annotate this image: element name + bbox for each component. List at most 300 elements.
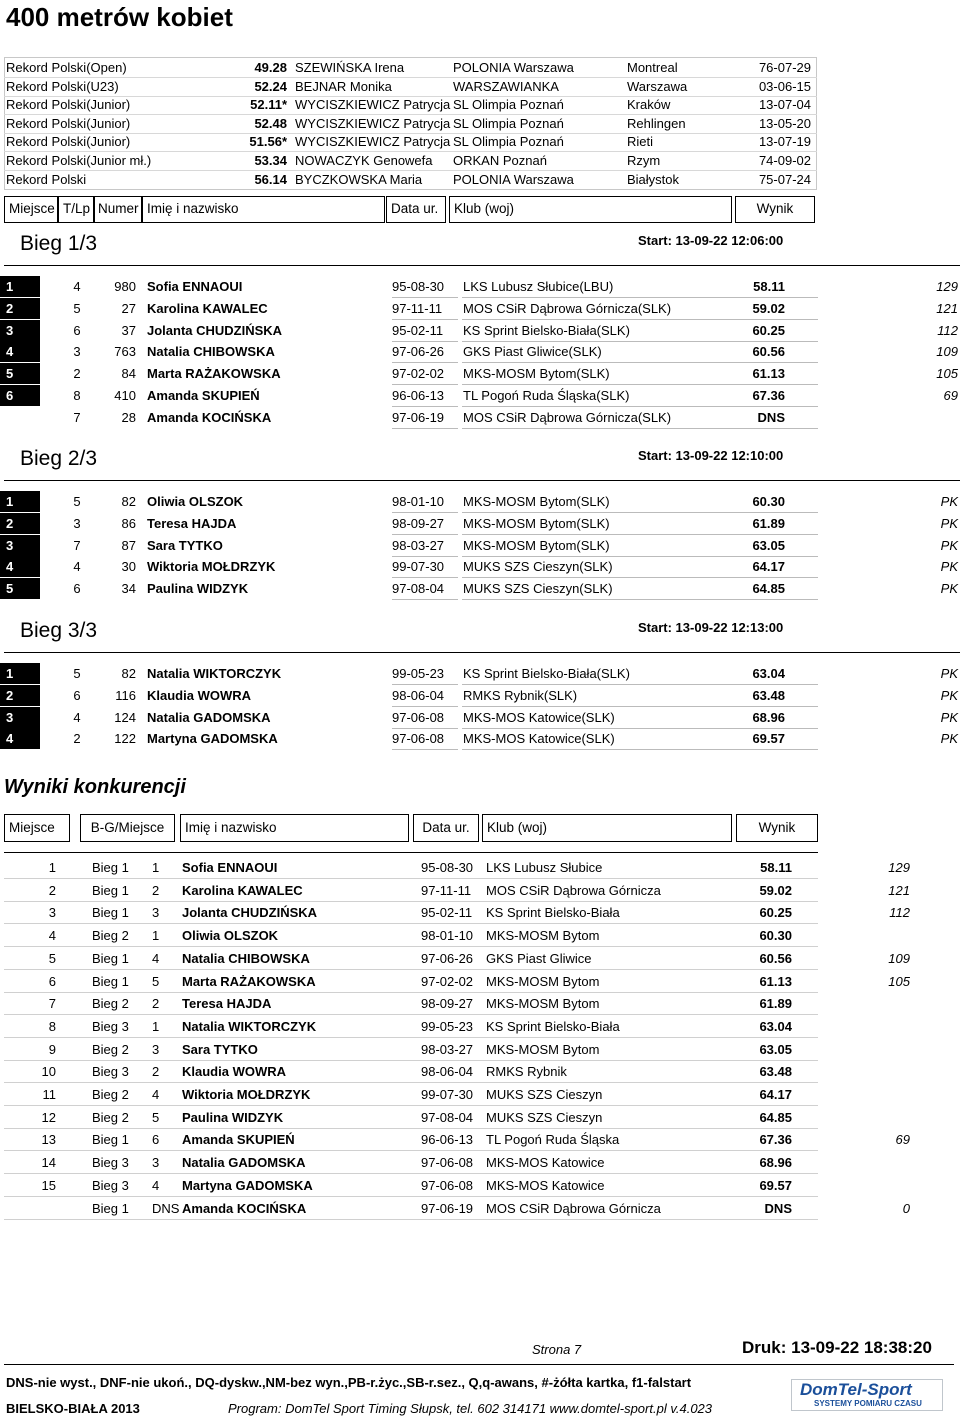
birth-date: 99-07-30: [421, 1087, 474, 1102]
record-holder: BYCZKOWSKA Maria: [295, 171, 423, 187]
club-name: KS Sprint Bielsko-Biała(SLK): [463, 322, 630, 338]
underline: [392, 599, 458, 600]
athlete-name: Sara TYTKO: [147, 537, 223, 553]
club-name: LKS Lubusz Słubice: [486, 860, 603, 875]
birth-date: 95-08-30: [421, 860, 474, 875]
birth-date: 99-05-23: [421, 1018, 474, 1034]
club-name: MUKS SZS Cieszyn: [486, 1109, 603, 1125]
record-date: 13-07-19: [758, 134, 811, 150]
header-result: Wynik: [735, 196, 815, 223]
summary-heat-place: 2: [152, 1064, 160, 1080]
result-row: [0, 491, 960, 513]
result-time: 60.30: [752, 494, 785, 509]
summary-heat: Bieg 1: [92, 905, 129, 921]
athlete-name: Wiktoria MOŁDRZYK: [182, 1087, 311, 1102]
birth-date: 99-07-30: [392, 559, 445, 575]
club-name: TL Pogoń Ruda Śląska(SLK): [463, 388, 630, 403]
summary-heat-place: 5: [152, 1109, 160, 1125]
result-place: 4: [0, 556, 40, 577]
result-time: 58.11: [760, 860, 792, 875]
record-club: ORKAN Poznań: [453, 153, 547, 168]
bib-number: 86: [121, 515, 136, 531]
summary-heat: Bieg 3: [92, 1018, 129, 1034]
record-row: [4, 59, 817, 78]
athlete-name: Sofia ENNAOUI: [182, 860, 278, 875]
result-time: 60.25: [759, 905, 792, 921]
record-place: Warszawa: [627, 78, 688, 94]
result-points: PK: [940, 581, 958, 597]
club-name: TL Pogoń Ruda Śląska: [486, 1132, 620, 1148]
result-row: [0, 320, 960, 342]
result-points: 112: [937, 322, 958, 338]
result-points: PK: [940, 515, 958, 531]
club-name: MKS-MOS Katowice(SLK): [463, 709, 615, 725]
result-points: PK: [940, 687, 958, 703]
record-club: SL Olimpia Poznań: [453, 115, 564, 131]
result-points: PK: [940, 494, 958, 509]
result-lane: 2: [73, 731, 81, 747]
summary-heat: Bieg 1: [92, 1200, 129, 1216]
birth-date: 98-06-04: [421, 1064, 474, 1080]
summary-heat-place: 5: [152, 973, 160, 989]
athlete-name: Teresa HAJDA: [182, 996, 272, 1012]
summary-row: [0, 857, 960, 879]
birth-date: 97-06-08: [421, 1177, 474, 1193]
club-name: MKS-MOSM Bytom(SLK): [463, 494, 610, 509]
summary-row: [0, 948, 960, 970]
sum-header-place: Miejsce: [4, 814, 70, 842]
summary-heat-place: 1: [152, 928, 160, 944]
club-name: MUKS SZS Cieszyn: [486, 1087, 603, 1102]
result-time: 61.13: [759, 973, 792, 989]
result-time: 68.96: [759, 1155, 792, 1171]
result-time: 60.30: [759, 928, 792, 944]
print-timestamp: Druk: 13-09-22 18:38:20: [742, 1338, 932, 1357]
result-place: 3: [0, 707, 40, 728]
summary-place: 7: [48, 996, 56, 1012]
birth-date: 95-02-11: [421, 905, 473, 921]
record-result: 56.14: [254, 171, 287, 187]
result-row: [0, 728, 960, 750]
athlete-name: Jolanta CHUDZIŃSKA: [182, 905, 318, 921]
birth-date: 96-06-13: [392, 388, 445, 403]
athlete-name: Paulina WIDZYK: [182, 1109, 284, 1125]
result-place: 1: [0, 276, 40, 297]
summary-heat: Bieg 2: [92, 928, 129, 944]
summary-row: [0, 902, 960, 924]
sum-header-dob: Data ur.: [413, 814, 479, 842]
sum-header-heat: B-G/Miejsce: [80, 814, 175, 842]
summary-place: 1: [48, 860, 56, 875]
result-row: [0, 707, 960, 729]
record-label: Rekord Polski(Junior): [6, 97, 131, 113]
result-time: 64.17: [759, 1087, 792, 1102]
club-name: LKS Lubusz Słubice(LBU): [463, 279, 614, 294]
result-points: PK: [940, 731, 958, 747]
result-lane: 2: [73, 366, 81, 382]
result-lane: 6: [73, 581, 81, 597]
record-result: 53.34: [254, 153, 287, 168]
athlete-name: Natalia WIKTORCZYK: [182, 1018, 317, 1034]
birth-date: 99-05-23: [392, 666, 445, 681]
summary-heat: Bieg 2: [92, 1087, 129, 1102]
summary-row: [0, 1061, 960, 1083]
birth-date: 95-02-11: [392, 322, 444, 338]
result-place: 1: [0, 491, 40, 512]
result-row: [0, 685, 960, 707]
summary-heat: Bieg 3: [92, 1155, 129, 1171]
underline: [462, 428, 818, 429]
summary-heat-place: 3: [152, 1155, 160, 1171]
sum-header-result: Wynik: [736, 814, 818, 842]
bib-number: 980: [114, 279, 136, 294]
summary-place: 14: [41, 1155, 56, 1171]
club-name: RMKS Rybnik: [486, 1064, 567, 1080]
athlete-name: Teresa HAJDA: [147, 515, 237, 531]
record-place: Rzym: [627, 153, 661, 168]
summary-place: 11: [42, 1087, 56, 1102]
result-time: 63.48: [759, 1064, 792, 1080]
footer-line: [4, 1364, 954, 1365]
record-label: Rekord Polski(Open): [6, 60, 127, 75]
summary-place: 10: [41, 1064, 56, 1080]
birth-date: 98-09-27: [421, 996, 474, 1012]
result-time: 59.02: [752, 300, 785, 316]
header-place: Miejsce: [4, 196, 58, 223]
result-lane: 5: [73, 666, 81, 681]
athlete-name: Oliwia OLSZOK: [182, 928, 279, 944]
result-time: 69.57: [759, 1177, 792, 1193]
result-place: 3: [0, 535, 40, 556]
summary-heat: Bieg 1: [92, 950, 129, 966]
summary-row: [0, 1107, 960, 1129]
heat-separator: [4, 265, 960, 266]
result-place: 4: [0, 728, 40, 749]
result-row: [0, 578, 960, 600]
summary-heat: Bieg 3: [92, 1177, 129, 1193]
birth-date: 98-03-27: [392, 537, 445, 553]
heat-title: Bieg 1/3: [20, 232, 98, 255]
birth-date: 97-02-02: [392, 366, 445, 382]
header-number: Numer: [94, 196, 142, 223]
record-place: Białystok: [627, 171, 680, 187]
club-name: MKS-MOSM Bytom(SLK): [463, 515, 610, 531]
bib-number: 124: [114, 709, 136, 725]
heat-start-time: Start: 13-09-22 12:10:00: [638, 448, 784, 463]
bib-number: 82: [121, 494, 136, 509]
result-row: [0, 663, 960, 685]
result-place: 1: [0, 663, 40, 684]
club-name: KS Sprint Bielsko-Biała: [486, 1018, 620, 1034]
summary-heat-place: DNS: [152, 1200, 180, 1216]
result-time: 64.85: [759, 1109, 792, 1125]
result-points: 129: [936, 279, 958, 294]
result-points: 69: [943, 388, 958, 403]
athlete-name: Jolanta CHUDZIŃSKA: [147, 322, 283, 338]
club-name: MOS CSiR Dąbrowa Górnicza(SLK): [463, 409, 672, 425]
athlete-name: Amanda KOCIŃSKA: [147, 409, 272, 425]
record-date: 76-07-29: [758, 60, 811, 75]
record-holder: WYCISZKIEWICZ Patrycja: [295, 115, 451, 131]
result-time: 63.05: [759, 1041, 792, 1057]
bib-number: 763: [114, 344, 136, 360]
result-time: 60.56: [759, 950, 792, 966]
birth-date: 97-06-08: [421, 1155, 474, 1171]
result-time: 67.36: [752, 388, 785, 403]
club-name: GKS Piast Gliwice: [486, 950, 592, 966]
heat-start-time: Start: 13-09-22 12:06:00: [638, 233, 784, 248]
result-time: DNS: [764, 1200, 792, 1216]
club-name: MKS-MOSM Bytom(SLK): [463, 537, 610, 553]
record-place: Montreal: [627, 60, 678, 75]
summary-heat: Bieg 2: [92, 1109, 129, 1125]
club-name: MKS-MOS Katowice: [486, 1177, 605, 1193]
heat-title: Bieg 3/3: [20, 619, 98, 642]
underline: [462, 749, 818, 750]
summary-heat-place: 6: [152, 1132, 160, 1148]
club-name: MUKS SZS Cieszyn(SLK): [463, 559, 613, 575]
birth-date: 97-06-26: [421, 950, 474, 966]
result-time: 60.56: [752, 344, 785, 360]
athlete-name: Natalia WIKTORCZYK: [147, 666, 282, 681]
result-time: 68.96: [752, 709, 785, 725]
record-date: 03-06-15: [758, 78, 811, 94]
club-name: MOS CSiR Dąbrowa Górnicza: [486, 1200, 661, 1216]
underline: [462, 599, 818, 600]
header-club: Klub (woj): [449, 196, 732, 223]
summary-place: 2: [48, 882, 56, 898]
underline: [392, 749, 458, 750]
record-holder: NOWACZYK Genowefa: [295, 153, 433, 168]
club-name: MKS-MOS Katowice(SLK): [463, 731, 615, 747]
result-place: 2: [0, 685, 40, 706]
summary-place: 3: [48, 905, 56, 921]
result-time: DNS: [757, 409, 785, 425]
result-lane: 5: [73, 300, 81, 316]
result-row: [0, 363, 960, 385]
record-label: Rekord Polski(U23): [6, 78, 119, 94]
result-time: 61.89: [752, 515, 785, 531]
summary-heat-place: 4: [152, 1087, 160, 1102]
record-club: POLONIA Warszawa: [453, 171, 574, 187]
result-lane: 4: [73, 709, 81, 725]
athlete-name: Oliwia OLSZOK: [147, 494, 244, 509]
result-points: 129: [888, 860, 910, 875]
legend-text: DNS-nie wyst., DNF-nie ukoń., DQ-dyskw.,NM-bez wyn.,PB-r.życ.,SB-r.sez., Q,q-awans, #-żółta kartka, f1-falstart: [6, 1375, 692, 1390]
result-lane: 4: [73, 559, 81, 575]
result-time: 67.36: [759, 1132, 792, 1148]
summary-place: 9: [48, 1041, 56, 1057]
club-name: KS Sprint Bielsko-Biała: [486, 905, 620, 921]
record-row: [4, 171, 817, 189]
athlete-name: Sofia ENNAOUI: [147, 279, 243, 294]
record-row: [4, 133, 817, 152]
logo-sub-text: SYSTEMY POMIARU CZASU: [814, 1399, 922, 1408]
birth-date: 97-06-19: [392, 409, 445, 425]
result-time: 64.17: [752, 559, 785, 575]
club-name: MKS-MOSM Bytom: [486, 973, 600, 989]
birth-date: 97-06-08: [392, 709, 445, 725]
birth-date: 98-06-04: [392, 687, 445, 703]
heat-separator: [4, 652, 960, 653]
athlete-name: Klaudia WOWRA: [182, 1064, 286, 1080]
birth-date: 97-11-11: [421, 882, 472, 898]
athlete-name: Amanda KOCIŃSKA: [182, 1200, 307, 1216]
summary-heat: Bieg 1: [92, 973, 129, 989]
summary-row: [0, 1016, 960, 1038]
header-name: Imię i nazwisko: [142, 196, 385, 223]
record-row: [4, 78, 817, 97]
record-club: WARSZAWIANKA: [453, 78, 559, 94]
summary-heat: Bieg 3: [92, 1064, 129, 1080]
result-time: 63.04: [759, 1018, 792, 1034]
athlete-name: Martyna GADOMSKA: [147, 731, 278, 747]
heat-separator: [4, 480, 960, 481]
heat-title: Bieg 2/3: [20, 447, 98, 470]
athlete-name: Amanda SKUPIEŃ: [182, 1132, 295, 1148]
summary-place: 15: [41, 1177, 56, 1193]
summary-place: 8: [48, 1018, 56, 1034]
record-date: 13-05-20: [758, 115, 811, 131]
result-lane: 6: [73, 687, 81, 703]
result-row: [0, 298, 960, 320]
record-result: 51.56*: [249, 134, 287, 150]
record-label: Rekord Polski(Junior): [6, 134, 131, 150]
athlete-name: Natalia CHIBOWSKA: [182, 950, 310, 966]
record-place: Rehlingen: [627, 115, 686, 131]
athlete-name: Klaudia WOWRA: [147, 687, 251, 703]
birth-date: 97-11-11: [392, 300, 443, 316]
result-lane: 3: [73, 344, 81, 360]
birth-date: 97-08-04: [421, 1109, 474, 1125]
record-holder: BEJNAR Monika: [295, 78, 392, 94]
result-place: 5: [0, 578, 40, 599]
summary-heat-place: 4: [152, 950, 160, 966]
bib-number: 37: [121, 322, 136, 338]
bib-number: 84: [121, 366, 136, 382]
record-result: 49.28: [254, 60, 287, 75]
record-club: SL Olimpia Poznań: [453, 134, 564, 150]
result-row: [0, 385, 960, 407]
athlete-name: Karolina KAWALEC: [147, 300, 268, 316]
sum-header-club: Klub (woj): [482, 814, 732, 842]
record-row: [4, 96, 817, 115]
result-points: PK: [940, 559, 958, 575]
summary-place: 13: [41, 1132, 56, 1148]
club-name: MKS-MOS Katowice: [486, 1155, 605, 1171]
result-points: 69: [895, 1132, 910, 1148]
result-lane: 8: [73, 388, 81, 403]
club-name: MOS CSiR Dąbrowa Górnicza(SLK): [463, 300, 672, 316]
result-row: [0, 341, 960, 363]
result-points: PK: [940, 666, 958, 681]
athlete-name: Amanda SKUPIEŃ: [147, 388, 260, 403]
result-row: [0, 556, 960, 578]
result-place: 6: [0, 385, 40, 406]
result-lane: 7: [73, 537, 81, 553]
bib-number: 28: [121, 409, 136, 425]
summary-heat-place: 4: [152, 1177, 160, 1193]
athlete-name: Karolina KAWALEC: [182, 882, 303, 898]
result-time: 64.85: [752, 581, 785, 597]
summary-row: [0, 993, 960, 1015]
result-points: PK: [940, 709, 958, 725]
record-date: 75-07-24: [758, 171, 811, 187]
record-place: Rieti: [627, 134, 654, 150]
record-row: [4, 115, 817, 134]
summary-place: 4: [48, 928, 56, 944]
club-name: RMKS Rybnik(SLK): [463, 687, 578, 703]
record-holder: WYCISZKIEWICZ Patrycja: [295, 134, 451, 150]
summary-heat-place: 2: [152, 996, 160, 1012]
header-dob: Data ur.: [386, 196, 446, 223]
result-place: 3: [0, 320, 40, 341]
athlete-name: Natalia GADOMSKA: [147, 709, 271, 725]
heat-start-time: Start: 13-09-22 12:13:00: [638, 620, 784, 635]
club-name: MKS-MOSM Bytom: [486, 928, 600, 944]
record-date: 13-07-04: [758, 97, 811, 113]
club-name: MKS-MOSM Bytom: [486, 996, 600, 1012]
result-lane: 3: [73, 515, 81, 531]
result-row: [0, 407, 960, 429]
summary-title: Wyniki konkurencji: [4, 776, 186, 798]
record-label: Rekord Polski(Junior mł.): [6, 153, 152, 168]
birth-date: 97-08-04: [392, 581, 445, 597]
club-name: MOS CSiR Dąbrowa Górnicza: [486, 882, 661, 898]
athlete-name: Sara TYTKO: [182, 1041, 258, 1057]
summary-heat-place: 1: [152, 860, 160, 875]
result-lane: 4: [73, 279, 81, 294]
club-name: MKS-MOSM Bytom: [486, 1041, 600, 1057]
result-time: 63.48: [752, 687, 785, 703]
result-time: 58.11: [753, 279, 785, 294]
summary-heat: Bieg 1: [92, 1132, 129, 1148]
result-points: 0: [902, 1200, 910, 1216]
bib-number: 34: [121, 581, 136, 597]
result-points: 121: [888, 882, 910, 898]
record-club: POLONIA Warszawa: [453, 60, 574, 75]
result-place: 2: [0, 298, 40, 319]
record-holder: SZEWIŃSKA Irena: [295, 60, 405, 75]
record-holder: WYCISZKIEWICZ Patrycja: [295, 97, 451, 113]
result-points: 109: [936, 344, 958, 360]
athlete-name: Natalia CHIBOWSKA: [147, 344, 275, 360]
record-label: Rekord Polski: [6, 171, 87, 187]
summary-heat: Bieg 1: [92, 882, 129, 898]
header-lane: T/Lp: [58, 196, 94, 223]
result-time: 63.04: [752, 666, 785, 681]
record-result: 52.11*: [250, 97, 287, 113]
summary-heat-place: 2: [152, 882, 160, 898]
result-row: [0, 535, 960, 557]
club-name: MKS-MOSM Bytom(SLK): [463, 366, 610, 382]
result-lane: 7: [73, 409, 81, 425]
result-time: 59.02: [759, 882, 792, 898]
result-place: 5: [0, 363, 40, 384]
page-number: Strona 7: [532, 1342, 582, 1357]
club-name: GKS Piast Gliwice(SLK): [463, 344, 602, 360]
result-points: 105: [888, 973, 910, 989]
result-row: [0, 513, 960, 535]
summary-heat: Bieg 2: [92, 1041, 129, 1057]
bib-number: 27: [121, 300, 136, 316]
row-underline: [4, 1219, 818, 1220]
bib-number: 410: [114, 388, 136, 403]
athlete-name: Paulina WIDZYK: [147, 581, 249, 597]
athlete-name: Wiktoria MOŁDRZYK: [147, 559, 276, 575]
club-name: KS Sprint Bielsko-Biała(SLK): [463, 666, 630, 681]
summary-heat: Bieg 1: [92, 860, 129, 875]
